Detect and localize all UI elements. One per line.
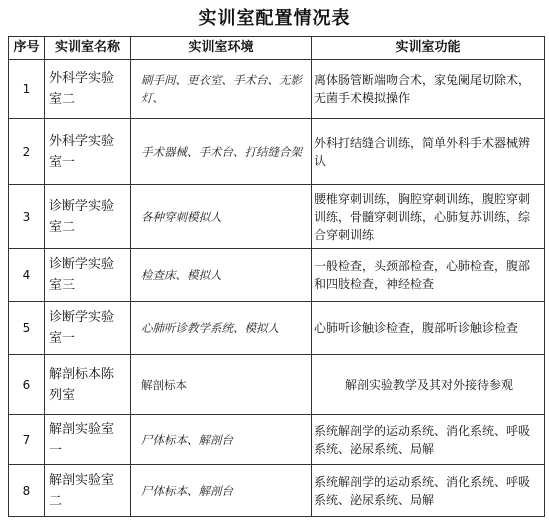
table-row	[9, 185, 545, 249]
room-function	[312, 415, 545, 465]
table-row	[9, 249, 545, 302]
function-line: 外科打结缝合训练，简单外科手术器械辨	[314, 135, 531, 150]
row-number: 4	[9, 249, 45, 302]
room-name: 诊断学实验室二	[45, 185, 131, 249]
function-line: 系统、泌尿系统、局解	[314, 492, 435, 507]
room-name: 解剖标本陈列室	[45, 355, 131, 415]
row-number: 3	[9, 185, 45, 249]
table-row	[9, 119, 545, 185]
table-header-row	[9, 37, 545, 60]
room-function	[312, 185, 545, 249]
function-line: 离体肠管断端吻合术，家兔阑尾切除术，	[314, 73, 531, 87]
function-line: 解剖实验教学及其对外接待参观	[344, 377, 513, 392]
table-row	[9, 415, 545, 465]
room-environment: 心肺听诊教学系统、模拟人	[131, 302, 312, 355]
function-line: 认	[314, 153, 327, 168]
function-line: 系统、泌尿系统、局解	[314, 441, 435, 456]
function-line: 训练，骨髓穿刺训练，心肺复苏训练，综	[314, 209, 531, 224]
room-name: 解剖实验室一	[45, 415, 131, 465]
row-number: 6	[9, 355, 45, 415]
room-environment: 尸体标本、解剖台	[131, 465, 312, 517]
header-environment: 实训室环境	[131, 37, 312, 60]
function-line: 和四肢检查，神经检查	[314, 277, 435, 291]
page-title: 实训室配置情况表	[198, 8, 351, 29]
row-number: 2	[9, 119, 45, 185]
table-row	[9, 355, 545, 415]
room-name: 诊断学实验室一	[45, 302, 131, 355]
row-number: 1	[9, 60, 45, 119]
room-environment: 尸体标本、解剖台	[131, 415, 312, 465]
row-number: 7	[9, 415, 45, 465]
room-environment: 手术器械、手术台、打结缝合架	[131, 119, 312, 185]
room-name: 诊断学实验室三	[45, 249, 131, 302]
header-room-name: 实训室名称	[45, 37, 131, 60]
table-row	[9, 465, 545, 517]
function-line: 无菌手术模拟操作	[314, 91, 411, 105]
function-line: 一般检查，头颈部检查，心肺检查，腹部	[314, 259, 531, 273]
config-table	[8, 36, 545, 517]
function-line: 合穿刺训练	[314, 227, 375, 242]
room-environment: 检查床、模拟人	[131, 249, 312, 302]
room-function	[312, 119, 545, 185]
room-function	[312, 60, 545, 119]
header-function: 实训室功能	[312, 37, 545, 60]
function-line: 系统解剖学的运动系统、消化系统、呼吸	[314, 423, 531, 438]
room-function	[312, 355, 545, 415]
row-number: 8	[9, 465, 45, 517]
header-serial: 序号	[9, 37, 45, 60]
table-row	[9, 302, 545, 355]
room-environment: 解剖标本	[131, 355, 312, 415]
function-line: 心肺听诊触诊检查，腹部听诊触诊检查	[314, 321, 519, 335]
room-environment: 刷手间、更衣室、手术台、无影灯、	[131, 60, 312, 119]
room-function	[312, 465, 545, 517]
row-number: 5	[9, 302, 45, 355]
function-line: 腰椎穿刺训练，胸腔穿刺训练，腹腔穿刺	[314, 191, 531, 206]
room-name: 外科学实验室二	[45, 60, 131, 119]
room-name: 外科学实验室一	[45, 119, 131, 185]
table-row	[9, 60, 545, 119]
room-function	[312, 302, 545, 355]
room-environment: 各种穿刺模拟人	[131, 185, 312, 249]
room-name: 解剖实验室二	[45, 465, 131, 517]
room-function	[312, 249, 545, 302]
function-line: 系统解剖学的运动系统、消化系统、呼吸	[314, 474, 531, 489]
